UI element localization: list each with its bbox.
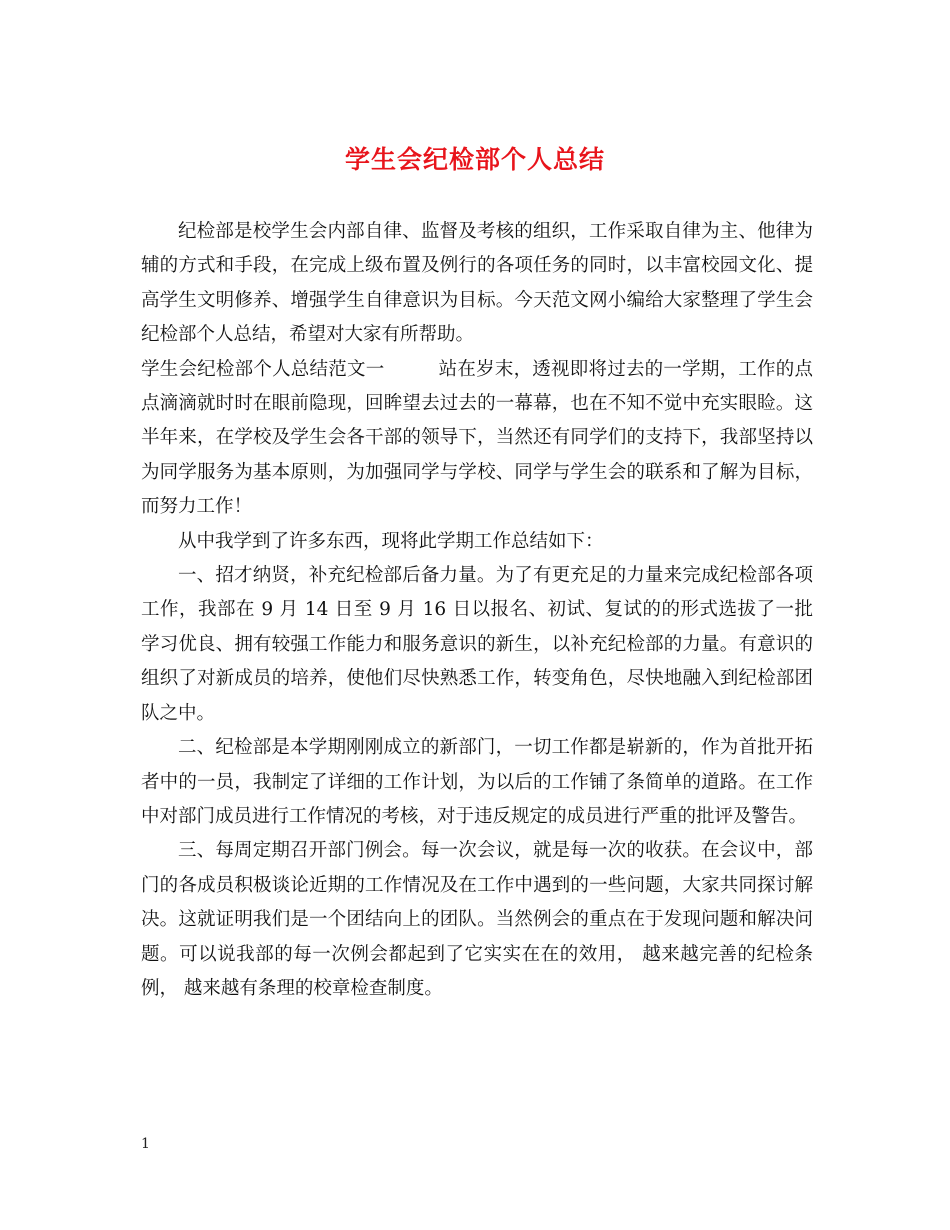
- weekly-meeting-paragraph: 三、每周定期召开部门例会。每一次会议，就是每一次的收获。在会议中，部门的各成员积极谈论近期的工作情况及在工作中遇到的一些问题，大家共同探讨解决。这就证明我们是一个团结向上的团队。当然例会的重点在于发现问题和解决问题。可以说我部的每一次例会都起到了它实实在在的效用， 越来越完善的纪检条例， 越来越有条理的校章检查制度。: [141, 840, 813, 999]
- document-title: 学生会纪检部个人总结: [344, 145, 605, 174]
- sample-paragraph: [141, 353, 813, 525]
- summary-intro-paragraph: 从中我学到了许多东西，现将此学期工作总结如下：: [178, 530, 604, 552]
- document-body: [141, 215, 813, 1006]
- intro-paragraph: 纪检部是校学生会内部自律、监督及考核的组织，工作采取自律为主、他律为辅的方式和手段，在完成上级布置及例行的各项任务的同时，以丰富校园文化、提高学生文明修养、增强学生自律意识为目标。今天范文网小编给大家整理了学生会纪检部个人总结，希望对大家有所帮助。: [141, 221, 813, 346]
- sample-opening: 站在岁末，透视即将过去的一学期，工作的点点滴滴就时时在眼前隐现，回眸望去过去的一幕幕，也在不知不觉中充实眼睑。这半年来，在学校及学生会各干部的领导下，当然还有同学们的支持下，我部坚持以为同学服务为基本原则，为加强同学与学校、同学与学生会的联系和了解为目标，而努力工作！: [141, 358, 813, 518]
- new-department-paragraph: 二、纪检部是本学期刚刚成立的新部门，一切工作都是崭新的，作为首批开拓者中的一员，我制定了详细的工作计划，为以后的工作铺了条简单的道路。在工作中对部门成员进行工作情况的考核，对于违反规定的成员进行严重的批评及警告。: [141, 737, 813, 827]
- page-number: 1: [141, 1136, 150, 1152]
- sample-heading: 学生会纪检部个人总结范文一: [141, 358, 385, 380]
- recruitment-paragraph: 一、招才纳贤，补充纪检部后备力量。为了有更充足的力量来完成纪检部各项工作，我部在 9 月 14 日至 9 月 16 日以报名、初试、复试的的形式选拔了一批学习优良、拥有较强工作能力和服务意识的新生，以补充纪检部的力量。有意识的组织了对新成员的培养，使他们尽快熟悉工作，转变角色，尽快地融入到纪检部团队之中。: [141, 565, 813, 724]
